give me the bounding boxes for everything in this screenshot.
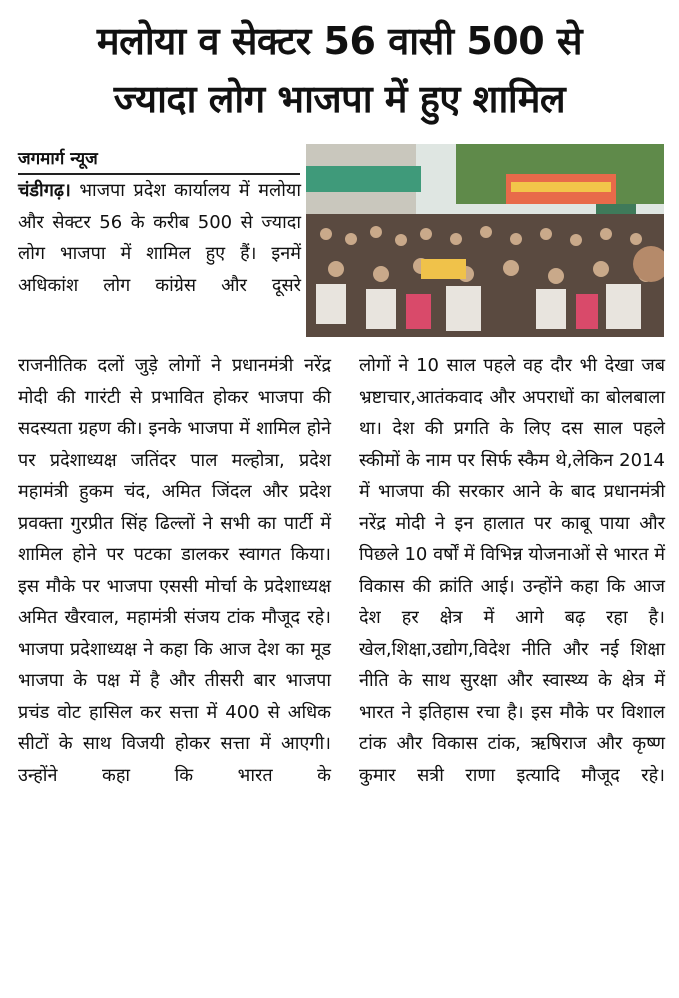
article-text-left-top: भाजपा प्रदेश कार्यालय में मलोया और सेक्टर 56 के करीब 500 से ज्यादा लोग भाजपा में शामिल हुए हैं। इनमें अधिकांश लोग कांग्रेस और दूसरे (18, 180, 301, 296)
article-column-left-bottom (18, 350, 331, 791)
crowd-photo-image (306, 144, 664, 337)
headline (10, 12, 669, 128)
crowd-photo (306, 144, 664, 337)
byline: जगमार्ग न्यूज (18, 148, 300, 175)
article-text-right: लोगों ने 10 साल पहले वह दौर भी देखा जब भ्रष्टाचार,आतंकवाद और अपराधों का बोलबाला था। देश की प्रगति के लिए दस साल पहले स्कीमों के नाम पर सिर्फ स्कैम थे,लेकिन 2014 में भाजपा की सरकार आने के बाद प्रधानमंत्री नरेंद्र मोदी ने इन हालात पर काबू पाया और पिछले 10 वर्षों में विभिन्न योजनाओं से भारत में विकास की क्रांति आई। उन्होंने कहा कि आज देश हर क्षेत्र में आगे बढ़ रहा है। खेल,शिक्षा,उद्योग,विदेश नीति और नई शिक्षा नीति के साथ सुरक्षा और स्वास्थ्य के क्षेत्र में भारत ने इतिहास रचा है। इस मौके पर विशाल टांक और विकास टांक, ऋषिराज और कृष्ण कुमार सत्री राणा इत्यादि मौजूद रहे। (359, 355, 665, 786)
article-text-left-bottom: राजनीतिक दलों जुड़े लोगों ने प्रधानमंत्री नरेंद्र मोदी की गारंटी से प्रभावित होकर भाजपा की सदस्यता ग्रहण की। इनके भाजपा में शामिल होने पर प्रदेशाध्यक्ष जतिंदर पाल मल्होत्रा, प्रदेश महामंत्री हुकम चंद, अमित जिंदल और प्रदेश प्रवक्ता गुरप्रीत सिंह ढिल्लों ने सभी का पार्टी में शामिल होने पर पटका डालकर स्वागत किया। इस मौके पर भाजपा एससी मोर्चा के प्रदेशाध्यक्ष अमित खैरवाल, महामंत्री संजय टांक मौजूद रहे। भाजपा प्रदेशाध्यक्ष ने कहा कि आज देश का मूड भाजपा के पक्ष में है और तीसरी बार भाजपा प्रचंड वोट हासिल कर सत्ता में 400 से अधिक सीटों के साथ विजयी होकर सत्ता में आएगी। उन्होंने कहा कि भारत के (18, 355, 331, 786)
article-column-right (359, 350, 665, 791)
headline-line-2: ज्यादा लोग भाजपा में हुए शामिल (113, 77, 566, 121)
dateline: चंडीगढ़। (18, 180, 71, 201)
headline-line-1: मलोया व सेक्टर 56 वासी 500 से (96, 19, 583, 63)
article-column-left-top (18, 175, 301, 301)
